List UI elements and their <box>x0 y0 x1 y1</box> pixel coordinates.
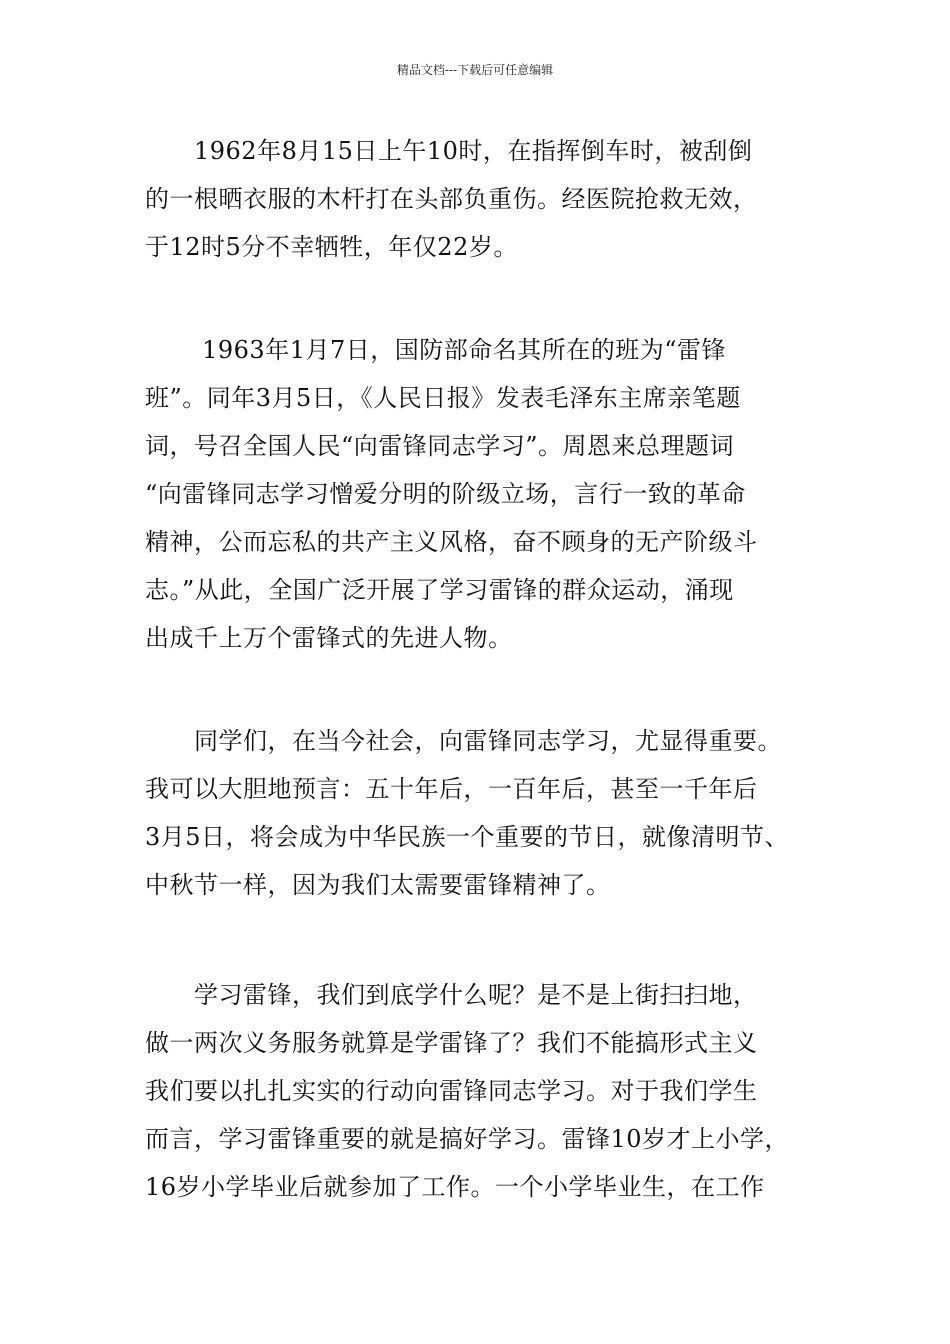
text-line: 学习雷锋，我们到底学什么呢？是不是上街扫扫地， <box>145 981 758 1009</box>
text-line: 做一两次义务服务就算是学雷锋了？我们不能搞形式主义 <box>145 1029 758 1057</box>
text-line: 1962年8月15日上午10时，在指挥倒车时，被刮倒 <box>145 137 753 165</box>
text-line: 中秋节一样，因为我们太需要雷锋精神了。 <box>145 871 611 899</box>
text-line: 我们要以扎扎实实的行动向雷锋同志学习。对于我们学生 <box>145 1077 758 1105</box>
paragraph-2 <box>145 326 835 662</box>
text-line: 精神，公而忘私的共产主义风格，奋不顾身的无产阶级斗 <box>145 528 758 556</box>
text-line: 3月5日，将会成为中华民族一个重要的节日，就像清明节、 <box>145 823 790 851</box>
text-line: 同学们，在当今社会，向雷锋同志学习，尤显得重要。 <box>145 727 782 755</box>
text-line: “向雷锋同志学习憎爱分明的阶级立场，言行一致的革命 <box>145 480 746 508</box>
page-header: 精品文档---下载后可任意编辑 <box>396 63 554 77</box>
text-line: 我可以大胆地预言：五十年后，一百年后，甚至一千年后 <box>145 775 758 803</box>
text-line: 1963年1月7日，国防部命名其所在的班为“雷锋 <box>145 336 727 364</box>
paragraph-1 <box>145 127 835 271</box>
text-line: 16岁小学毕业后就参加了工作。一个小学毕业生，在工作 <box>145 1173 765 1201</box>
paragraph-3 <box>145 717 835 909</box>
text-line: 的一根晒衣服的木杆打在头部负重伤。经医院抢救无效， <box>145 185 758 213</box>
text-line: 志。”从此，全国广泛开展了学习雷锋的群众运动，涌现 <box>145 576 734 604</box>
paragraph-4 <box>145 971 835 1211</box>
text-line: 词，号召全国人民“向雷锋同志学习”。周恩来总理题词 <box>145 432 735 460</box>
text-line: 班”。同年3月5日，《人民日报》发表毛泽东主席亲笔题 <box>145 384 741 412</box>
text-line: 出成千上万个雷锋式的先进人物。 <box>145 624 513 652</box>
text-line: 于12时5分不幸牺牲，年仅22岁。 <box>145 233 518 261</box>
text-line: 而言，学习雷锋重要的就是搞好学习。雷锋10岁才上小学， <box>145 1125 790 1153</box>
